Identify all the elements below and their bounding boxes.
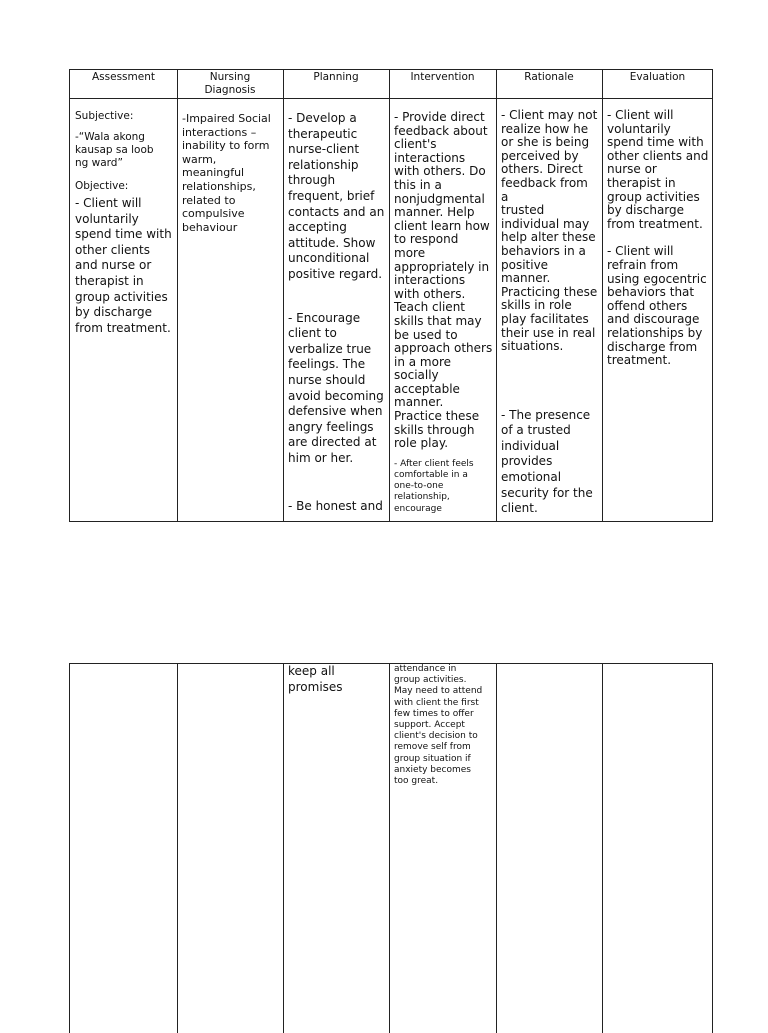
- header-rationale: Rationale: [524, 71, 574, 83]
- rationale-column: [496, 70, 602, 521]
- intervention-column-continued: [389, 664, 496, 1033]
- intervention-continued-text: attendance in group activities. May need to attend with client the first few times to offer support. Accept client's decision to remove self from group situation if anxiety becomes too great.: [394, 664, 483, 787]
- header-assessment: Assessment: [92, 71, 155, 83]
- care-plan-table-part-2: [69, 663, 713, 1033]
- planning-continued-text: keep all promises: [288, 664, 343, 694]
- subjective-quote: -“Wala akong kausap sa loob ng ward”: [75, 131, 154, 169]
- intervention-item: - Provide direct feedback about client's interactions with others. Do this in a nonjudgmental manner. Help client learn how to respond more appropriately in interactions with others. Teach client skills that may be used to approach others in a more socially acceptable manner. Practice these skills through role play.: [394, 110, 493, 451]
- evaluation-column: [602, 70, 713, 521]
- planning-item: - Develop a therapeutic nurse-client relationship through frequent, brief contacts and an accepting attitude. Show unconditional positive regard.: [288, 111, 385, 281]
- column-divider: [602, 664, 603, 1033]
- intervention-item: - After client feels comfortable in a one-to-one relationship, encourage: [394, 458, 474, 514]
- header-planning: Planning: [313, 71, 359, 83]
- planning-item: - Be honest and: [288, 499, 383, 514]
- header-nursing-diagnosis: Nursing Diagnosis: [204, 71, 256, 96]
- rationale-item: - The presence of a trusted individual provides emotional security for the client.: [501, 407, 593, 516]
- objective-label: Objective:: [75, 180, 129, 192]
- intervention-column: [389, 70, 496, 521]
- header-intervention: Intervention: [410, 71, 475, 83]
- evaluation-item: - Client will voluntarily spend time with other clients and nurse or therapist in group activities by discharge from treatment.: [607, 108, 709, 231]
- evaluation-item: - Client will refrain from using egocentric behaviors that offend others and discourage relationships by discharge from treatment.: [607, 244, 707, 368]
- planning-column-continued: [283, 664, 389, 1033]
- column-divider: [177, 664, 178, 1033]
- objective-text: - Client will voluntarily spend time with other clients and nurse or therapist in group activities by discharge from treatment.: [75, 196, 172, 335]
- column-divider: [496, 664, 497, 1033]
- rationale-item: - Client may not realize how he or she is being perceived by others. Direct feedback from a trusted individual may help alter these behaviors in a positive manner. Practicing these skills in role play facilitates their use in real situations.: [501, 108, 598, 354]
- nursing-diagnosis-text: -Impaired Social interactions – inability to form warm, meaningful relationships, related to compulsive behaviour: [182, 112, 271, 234]
- planning-item: - Encourage client to verbalize true feelings. The nurse should avoid becoming defensive when angry feelings are directed at him or her.: [288, 310, 384, 465]
- subjective-label: Subjective:: [75, 110, 134, 122]
- nursing-diagnosis-column: [177, 70, 283, 521]
- care-plan-table-part-1: [69, 69, 713, 522]
- planning-column: [283, 70, 389, 521]
- header-evaluation: Evaluation: [629, 71, 686, 83]
- assessment-column: [70, 70, 177, 521]
